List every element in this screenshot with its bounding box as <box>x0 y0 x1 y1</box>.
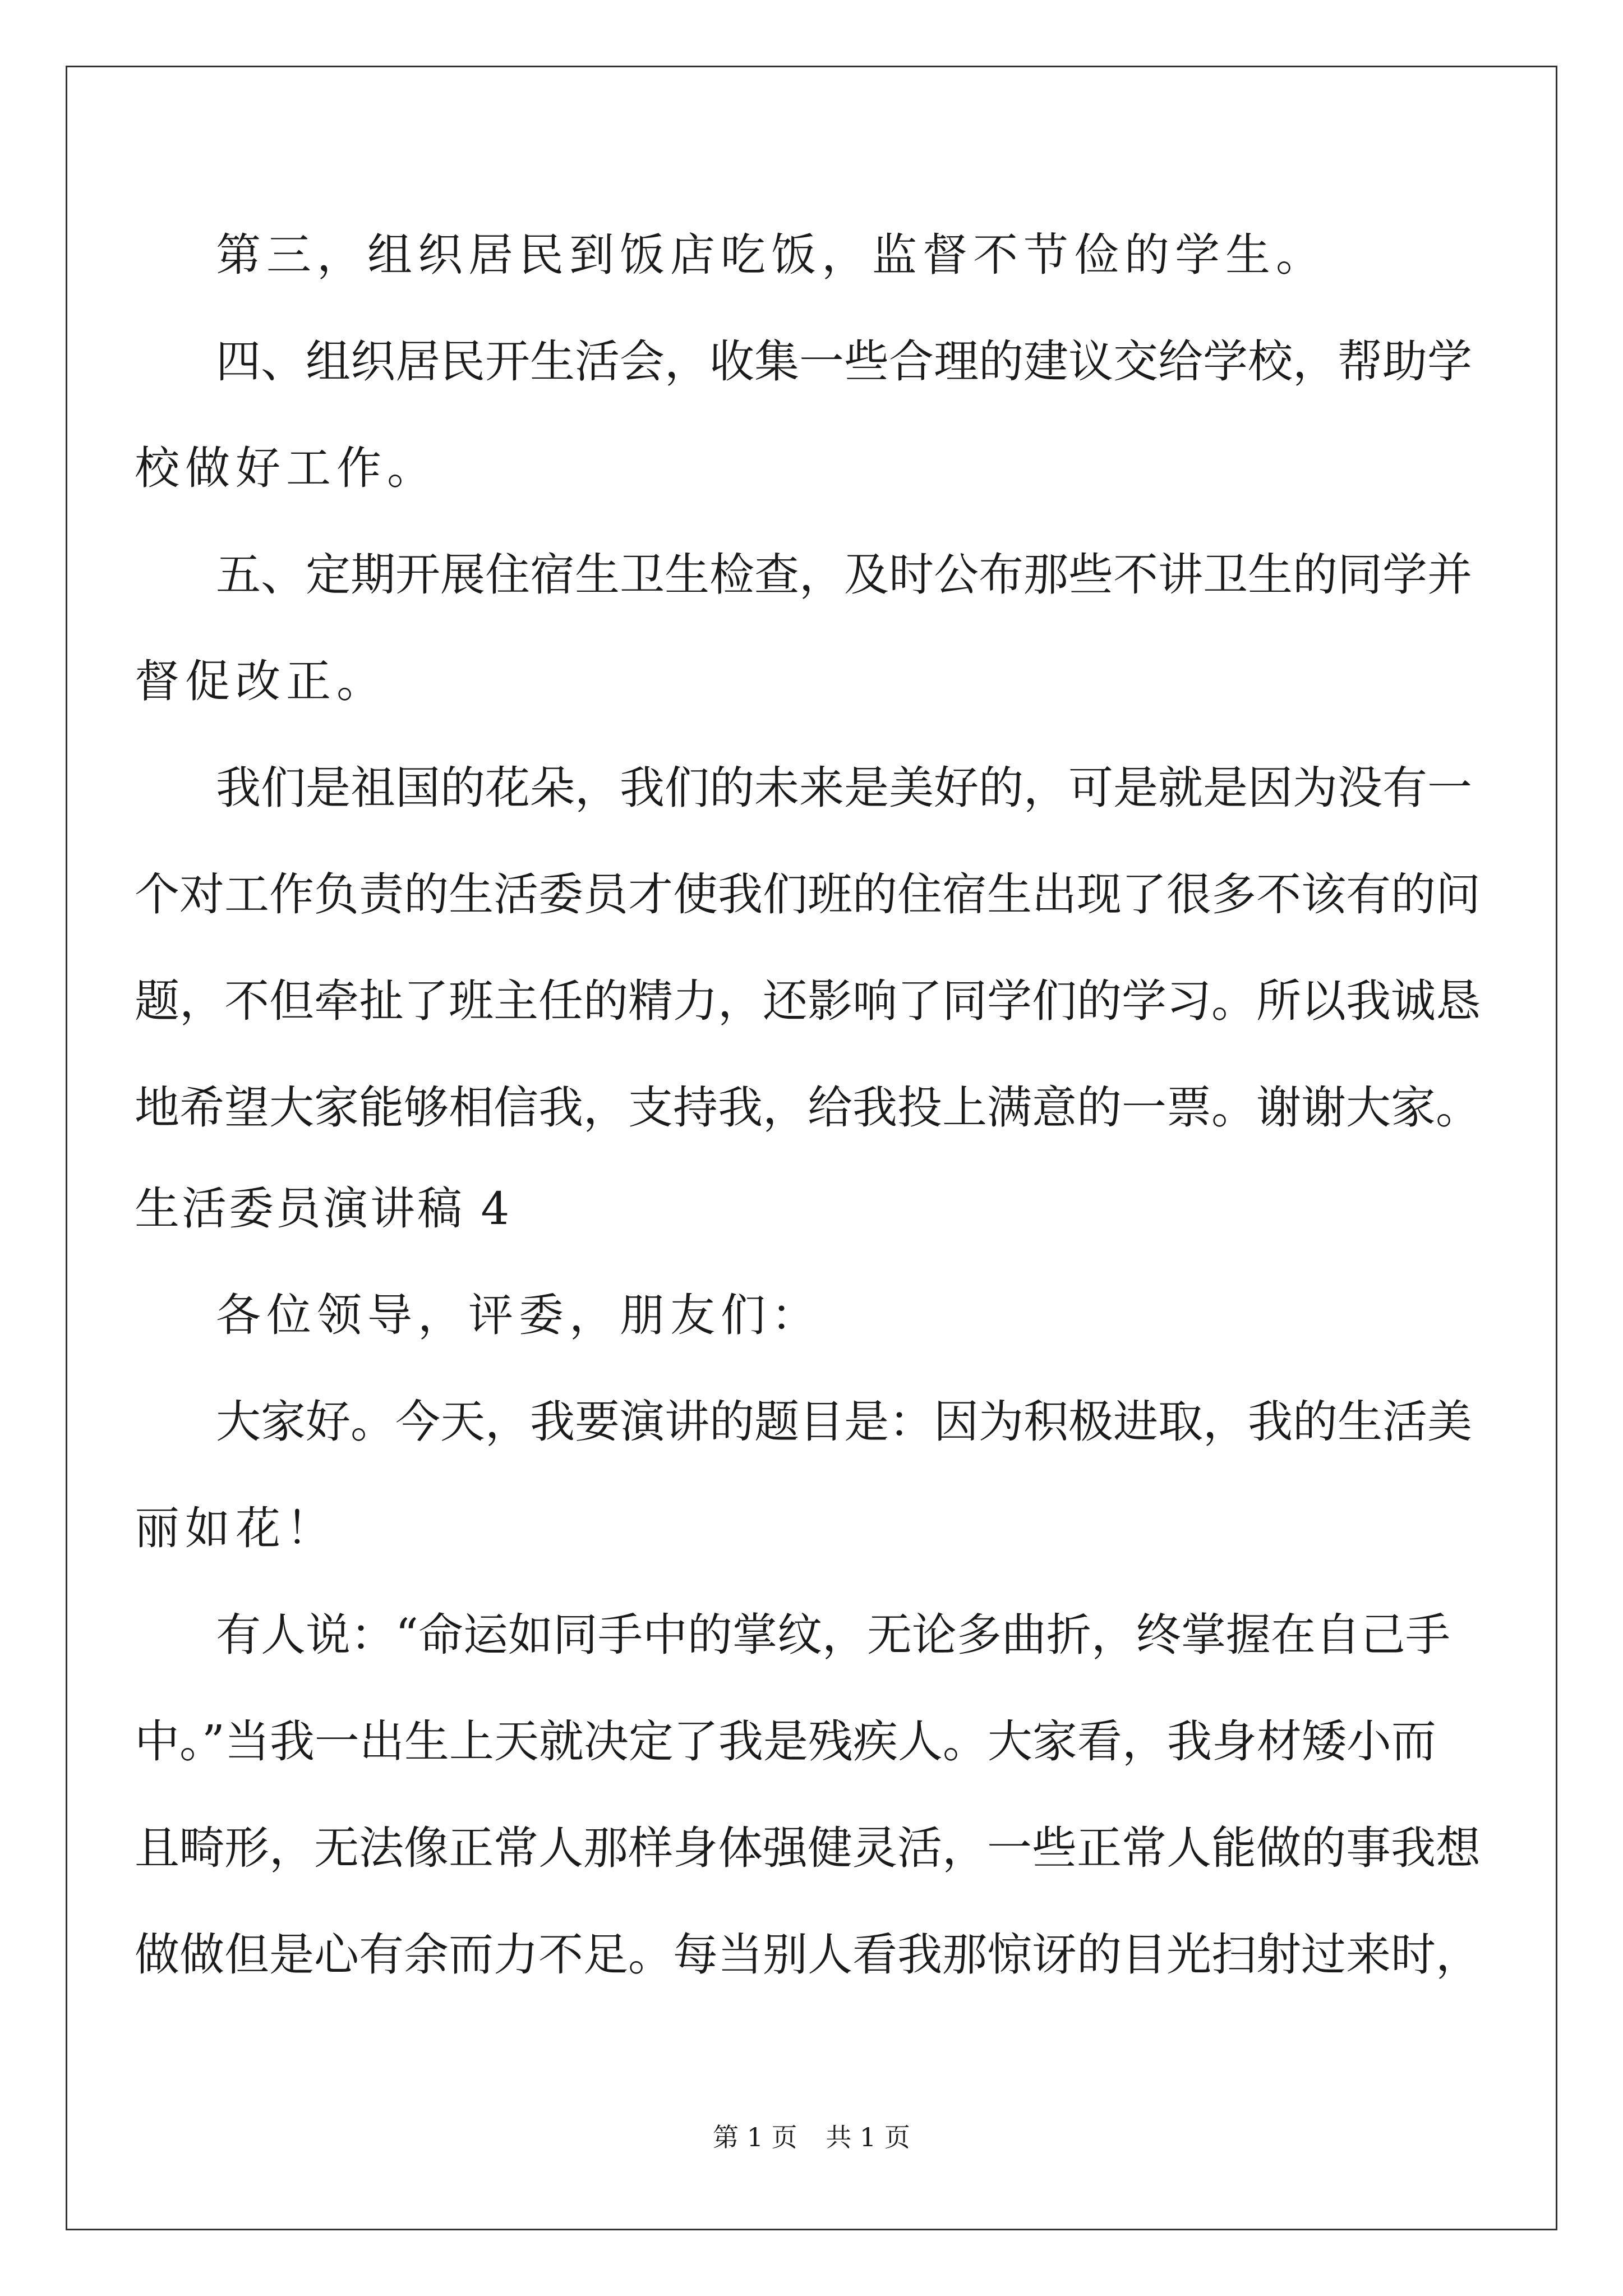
text-line: 题，不但牵扯了班主任的精力，还影响了同学们的学习。所以我诚恳 <box>135 975 1481 1027</box>
text-line: 中。”当我一出生上天就决定了我是残疾人。大家看，我身材矮小而 <box>135 1715 1436 1768</box>
text-line: 四、组织居民开生活会，收集一些合理的建议交给学校，帮助学 <box>216 335 1472 388</box>
text-line: 五、定期开展住宿生卫生检查，及时公布那些不讲卫生的同学并 <box>216 549 1472 601</box>
text-line: 我们是祖国的花朵，我们的未来是美好的，可是就是因为没有一 <box>216 762 1472 814</box>
page-number: 第 1 页 <box>713 2122 797 2152</box>
text-line: 大家好。今天，我要演讲的题目是：因为积极进取，我的生活美 <box>216 1396 1472 1448</box>
text-line: 个对工作负责的生活委员才使我们班的住宿生出现了很多不该有的问 <box>135 868 1481 921</box>
text-line: 丽如花！ <box>135 1502 336 1554</box>
text-line: 校做好工作。 <box>135 442 437 494</box>
text-line: 做做但是心有余而力不足。每当别人看我那惊讶的目光扫射过来时， <box>135 1929 1481 1981</box>
section-heading: 生活委员演讲稿 4 <box>135 1182 512 1235</box>
text-line: 地希望大家能够相信我，支持我，给我投上满意的一票。谢谢大家。 <box>135 1082 1481 1134</box>
page-total: 共 1 页 <box>826 2122 910 2152</box>
page-footer <box>0 2120 1623 2154</box>
text-line: 各位领导，评委，朋友们： <box>216 1289 822 1341</box>
text-line: 有人说：“命运如同手中的掌纹，无论多曲折，终掌握在自己手 <box>216 1609 1450 1661</box>
text-line: 督促改正。 <box>135 655 387 707</box>
text-line: 且畸形，无法像正常人那样身体强健灵活，一些正常人能做的事我想 <box>135 1822 1481 1874</box>
text-line: 第三，组织居民到饭店吃饭，监督不节俭的学生。 <box>216 229 1326 281</box>
